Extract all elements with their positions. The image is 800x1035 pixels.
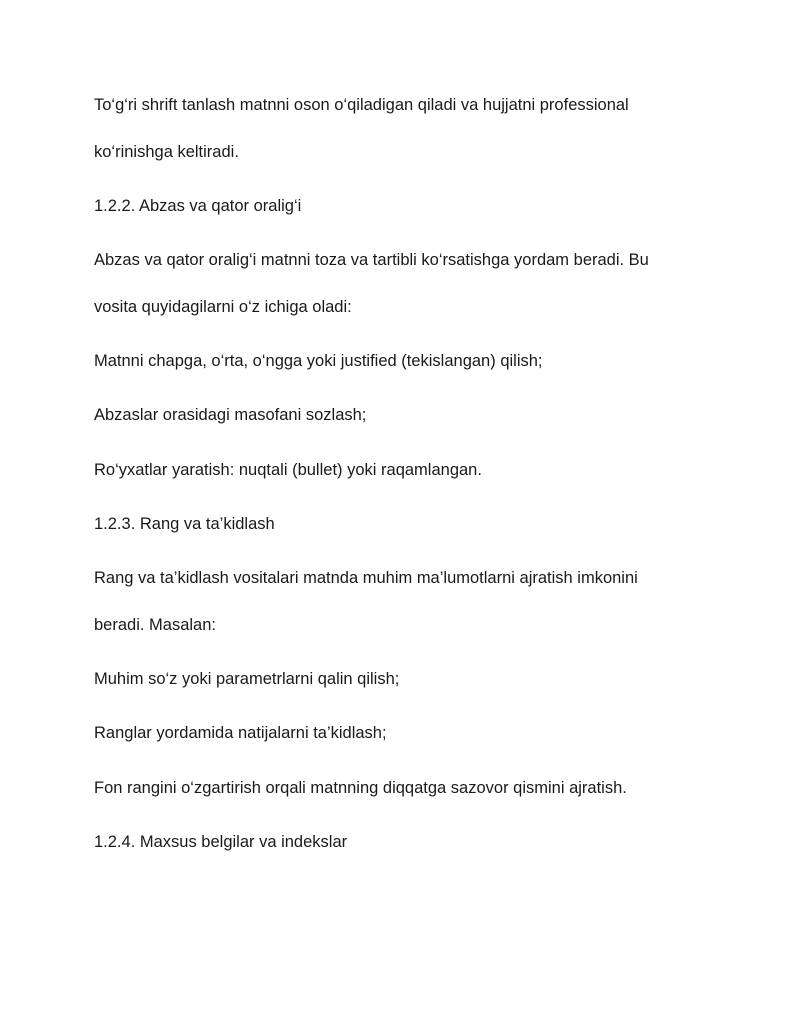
body-text-line: beradi. Masalan:	[94, 616, 216, 634]
list-item: Muhim so‘z yoki parametrlarni qalin qilish;	[94, 670, 400, 688]
section-heading: 1.2.2. Abzas va qator oralig‘i	[94, 197, 302, 215]
body-text-line: ko‘rinishga keltiradi.	[94, 143, 239, 161]
list-item: Matnni chapga, o‘rta, o‘ngga yoki justified (tekislangan) qilish;	[94, 352, 543, 370]
body-text-line: vosita quyidagilarni o‘z ichiga oladi:	[94, 298, 352, 316]
section-heading: 1.2.3. Rang va ta’kidlash	[94, 515, 275, 533]
body-text-line: Rang va ta’kidlash vositalari matnda muhim ma’lumotlarni ajratish imkonini	[94, 569, 638, 587]
section-heading: 1.2.4. Maxsus belgilar va indekslar	[94, 833, 348, 851]
body-text-line: Abzas va qator oralig‘i matnni toza va tartibli ko‘rsatishga yordam beradi. Bu	[94, 251, 649, 269]
body-text-line: To‘g‘ri shrift tanlash matnni oson o‘qiladigan qiladi va hujjatni professional	[94, 96, 629, 114]
list-item: Ro‘yxatlar yaratish: nuqtali (bullet) yoki raqamlangan.	[94, 461, 482, 479]
list-item: Abzaslar orasidagi masofani sozlash;	[94, 406, 367, 424]
list-item: Ranglar yordamida natijalarni ta’kidlash;	[94, 724, 387, 742]
list-item: Fon rangini o‘zgartirish orqali matnning diqqatga sazovor qismini ajratish.	[94, 779, 627, 797]
